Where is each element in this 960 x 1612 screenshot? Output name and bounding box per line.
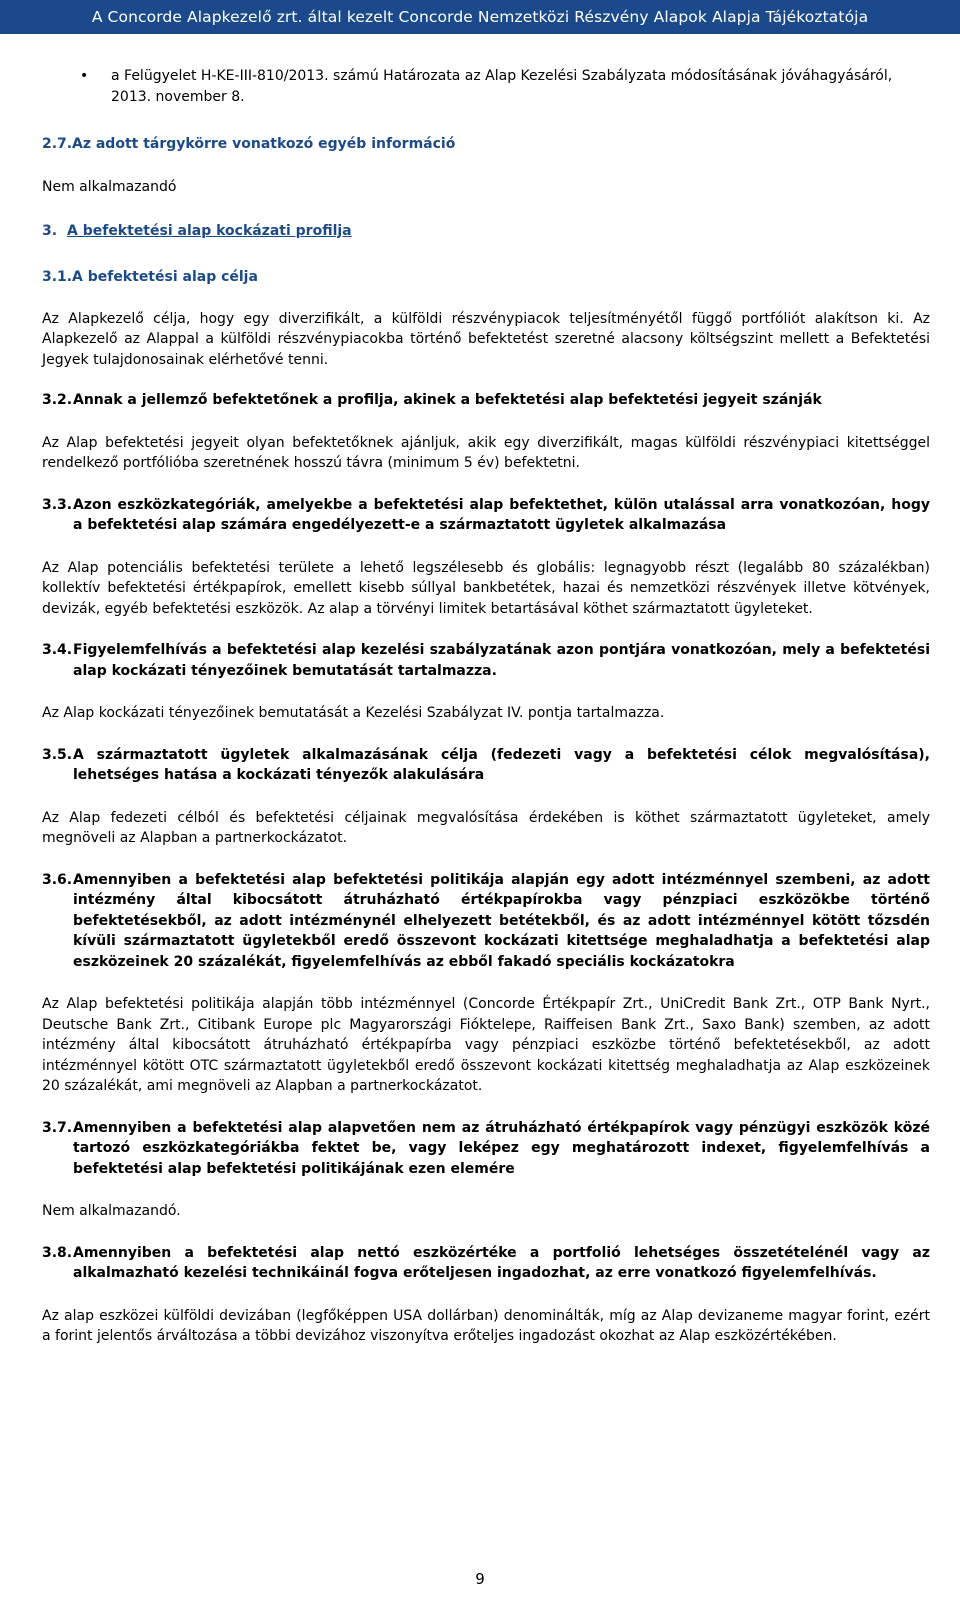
section-2-7-heading <box>42 134 930 154</box>
section-3-7-text: Nem alkalmazandó. <box>42 1203 181 1219</box>
section-3-4-text: Az Alap kockázati tényezőinek bemutatását a Kezelési Szabályzat IV. pontja tartalmazza. <box>42 705 665 721</box>
section-3-8-heading <box>42 1243 930 1284</box>
section-3-7-heading <box>42 1118 930 1180</box>
bullet-text: a Felügyelet H-KE-III-810/2013. számú Határozata az Alap Kezelési Szabályzata módosításának jóváhagyásáról, 2013. november 8. <box>111 68 893 105</box>
section-number: 2.7. <box>42 136 73 152</box>
section-number: 3.8. <box>42 1244 73 1261</box>
page-number: 9 <box>475 1570 485 1588</box>
section-number: 3.7. <box>42 1119 73 1136</box>
section-3-3-text: Az Alap potenciális befektetési területe a lehető legszélesebb és globális: legnagyobb részt (legalább 80 százalékban) kollektív befektetési értékpapírok, emellett kisebb súllyal bankbetétek, hazai és nemzetközi részvények illetve kötvények, devizák, egyéb befektetési eszközök. Az alap a törvényi limitek betartásával köthet származtatott ügyleteket. <box>42 559 930 617</box>
section-number: 3. <box>42 222 58 239</box>
bullet-dot-icon: • <box>80 68 89 84</box>
section-3-6-heading <box>42 870 930 973</box>
section-3-5-heading <box>42 745 930 786</box>
section-number: 3.3. <box>42 496 73 513</box>
section-title: A befektetési alap kockázati profilja <box>67 222 352 239</box>
section-3-2-heading <box>42 390 930 411</box>
section-number: 3.4. <box>42 642 73 658</box>
document-body <box>42 66 930 1347</box>
section-number: 3.2. <box>42 392 73 408</box>
section-title: A származtatott ügyletek alkalmazásának célja (fedezeti vagy a befektetési célok megvalósítása), lehetséges hatása a kockázati tényezők alakulására <box>73 746 930 783</box>
section-3-3-heading <box>42 495 930 536</box>
section-number: 3.1. <box>42 268 73 285</box>
section-number: 3.5. <box>42 746 73 763</box>
section-2-7-text: Nem alkalmazandó <box>42 179 177 195</box>
section-3-1-text: Az Alapkezelő célja, hogy egy diverzifikált, a külföldi részvénypiacok teljesítményétől függő portfóliót alakítson ki. Az Alapkezelő az Alappal a külföldi részvénypiacokba történő befektetést szeretné alacsony költségszint mellett a Befektetési Jegyek tulajdonosainak elérhetővé tenni. <box>42 310 930 368</box>
section-title: Amennyiben a befektetési alap alapvetően nem az átruházható értékpapírok vagy pénzügyi eszközök közé tartozó eszközkategóriákba fektet be, vagy leképez egy meghatározott indexet, figyelemfelhívás a befektetési alap befektetési politikájának ezen elemére <box>73 1119 930 1177</box>
document-header: A Concorde Alapkezelő zrt. által kezelt Concorde Nemzetközi Részvény Alapok Alapja Tájékoztatója <box>0 0 960 34</box>
section-3-2-text: Az Alap befektetési jegyeit olyan befektetőknek ajánljuk, akik egy diverzifikált, magas külföldi részvénypiaci kitettséggel rendelkező portfólióba szeretnének hosszú távra (minimum 5 év) befektetni. <box>42 434 930 471</box>
section-number: 3.6. <box>42 871 73 888</box>
section-title: Amennyiben a befektetési alap befektetési politikája alapján egy adott intézménnyel szembeni, az adott intézmény által kibocsátott átruházható értékpapírokba vagy pénzpiaci eszközökbe történő befektetésekből, az adott intézménynél elhelyezett betétekből, és az adott intézménnyel kötött tőzsdén kívüli származtatott ügyletekből eredő összevont kockázati kitettsége meghaladhatja a befektetési alap eszközeinek 20 százalékát, figyelemfelhívás az ebből fakadó speciális kockázatokra <box>73 871 930 970</box>
section-title: Amennyiben a befektetési alap nettó eszközértéke a portfolió lehetséges összetételénél vagy az alkalmazható kezelési technikáinál fogva erőteljesen ingadozhat, az erre vonatkozó figyelemfelhívás. <box>73 1244 930 1281</box>
section-3-6-text: Az Alap befektetési politikája alapján több intézménnyel (Concorde Értékpapír Zrt., UniCredit Bank Zrt., OTP Bank Nyrt., Deutsche Bank Zrt., Citibank Europe plc Magyarországi Fióktelepe, Raiffeisen Bank Zrt., Saxo Bank) szemben, az adott intézmény által kibocsátott átruházható értékpapírba vagy pénzpiaci eszközbe történő befektetésekből, az adott intézménnyel kötött OTC származtatott ügyletekből eredő összevont kockázati kitettség meghaladhatja az Alap eszközeinek 20 százalékát, ami megnöveli az Alapban a partnerkockázatot. <box>42 996 930 1094</box>
section-3-heading <box>42 221 930 241</box>
section-3-5-text: Az Alap fedezeti célból és befektetési céljainak megvalósítása érdekében is köthet származtatott ügyleteket, amely megnöveli az Alapban a partnerkockázatot. <box>42 809 930 846</box>
bullet-item <box>80 66 930 108</box>
section-3-8-text: Az alap eszközei külföldi devizában (legfőképpen USA dollárban) denominálták, míg az Alap devizaneme magyar forint, ezért a forint jelentős árváltozása a többi devizához viszonyítva erőteljes ingadozást okozhat az Alap eszközértékében. <box>42 1307 930 1344</box>
section-title: Az adott tárgykörre vonatkozó egyéb információ <box>72 136 456 152</box>
section-title: Figyelemfelhívás a befektetési alap kezelési szabályzatának azon pontjára vonatkozóan, mely a befektetési alap kockázati tényezőinek bemutatását tartalmazza. <box>73 642 930 679</box>
section-title: Annak a jellemző befektetőnek a profilja, akinek a befektetési alap befektetési jegyeit szánják <box>73 392 822 408</box>
section-title: Azon eszközkategóriák, amelyekbe a befektetési alap befektethet, külön utalással arra vonatkozóan, hogy a befektetési alap számára engedélyezett-e a származtatott ügyletek alkalmazása <box>73 496 930 533</box>
section-3-1-heading <box>42 267 930 287</box>
section-3-4-heading <box>42 640 930 681</box>
section-title: A befektetési alap célja <box>72 268 258 285</box>
